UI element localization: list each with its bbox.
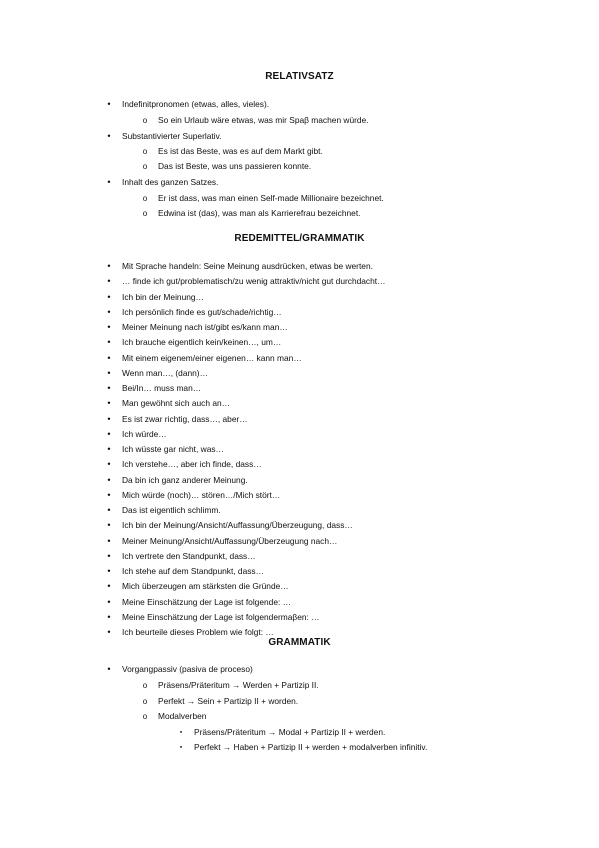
bullet-marker: • <box>107 520 111 531</box>
section-title-relativsatz: RELATIVSATZ <box>265 71 334 82</box>
list-item: Mit einem eigenem/einer eigenen… kann man… <box>122 352 302 363</box>
list-item: Indefinitpronomen (etwas, alles, vieles). <box>122 99 270 109</box>
list-item: Präsens/Präteritum → Werden + Partizip II. <box>158 680 319 690</box>
sub-bullet-marker: o <box>142 162 148 171</box>
list-item: So ein Urlaub wäre etwas, was mir Spaβ machen würde. <box>158 115 369 125</box>
bullet-marker: • <box>107 322 111 332</box>
list-item: Mich überzeugen am stärksten die Gründe… <box>122 581 289 592</box>
bullet-marker: • <box>107 550 111 561</box>
bullet-marker: • <box>107 398 111 409</box>
list-item: Das ist eigentlich schlimm. <box>122 505 221 515</box>
bullet-marker: • <box>107 489 111 500</box>
bullet-marker: • <box>107 535 111 546</box>
list-item: Da bin ich ganz anderer Meinung. <box>122 474 248 485</box>
sub-bullet-marker: o <box>142 147 148 156</box>
list-item: Mit Sprache handeln: Seine Meinung ausdrücken, etwas be werten. <box>122 261 373 271</box>
bullet-marker: • <box>107 99 111 109</box>
sub-bullet-marker: o <box>142 209 148 218</box>
list-item: Ich bin der Meinung… <box>122 291 204 302</box>
list-item: Bei/In… muss man… <box>122 383 202 393</box>
list-item: Das ist Beste, was uns passieren konnte. <box>158 161 312 171</box>
sub-bullet-marker: o <box>142 116 148 125</box>
bullet-marker: • <box>107 367 111 378</box>
sub-sub-bullet-marker: ▪ <box>179 744 183 751</box>
list-item: Meiner Meinung/Ansicht/Auffassung/Überzeugung nach… <box>122 535 338 546</box>
bullet-marker: • <box>107 413 111 424</box>
bullet-marker: • <box>107 261 111 271</box>
bullet-marker: • <box>107 664 111 674</box>
list-item: Vorgangpassiv (pasiva de proceso) <box>122 664 253 674</box>
list-item: Ich verstehe…, aber ich finde, dass… <box>122 459 262 470</box>
bullet-marker: • <box>107 474 111 485</box>
bullet-marker: • <box>107 352 111 363</box>
list-item: Man gewöhnt sich auch an… <box>122 398 231 409</box>
bullet-marker: • <box>107 596 111 607</box>
list-item: Ich vertrete den Standpunkt, dass… <box>122 550 256 561</box>
list-item: Ich stehe auf dem Standpunkt, dass… <box>122 566 264 576</box>
bullet-marker: • <box>107 291 111 302</box>
list-item: Ich brauche eigentlich kein/keinen…, um… <box>122 337 282 348</box>
list-item: Es ist zwar richtig, dass…, aber… <box>122 413 248 424</box>
list-item: Meine Einschätzung der Lage ist folgende: … <box>122 596 292 607</box>
list-item: Perfekt → Haben + Partizip II + werden + modalverben infinitiv. <box>194 742 428 752</box>
list-item: Meiner Meinung nach ist/gibt es/kann man… <box>122 322 288 332</box>
bullet-marker: • <box>107 581 111 592</box>
bullet-marker: • <box>107 131 111 141</box>
list-item: … finde ich gut/problematisch/zu wenig attraktiv/nicht gut durchdacht… <box>122 276 386 287</box>
list-item: Ich bin der Meinung/Ansicht/Auffassung/Überzeugung, dass… <box>122 520 353 531</box>
sub-bullet-marker: o <box>142 712 148 721</box>
list-item: Inhalt des ganzen Satzes. <box>122 177 219 187</box>
list-item: Ich würde… <box>122 428 167 439</box>
bullet-marker: • <box>107 177 111 187</box>
list-item: Präsens/Präteritum → Modal + Partizip II + werden. <box>194 727 386 737</box>
bullet-marker: • <box>107 505 111 515</box>
sub-bullet-marker: o <box>142 697 148 706</box>
list-item: Mich würde (noch)… stören…/Mich stört… <box>122 489 281 500</box>
bullet-marker: • <box>107 611 111 622</box>
bullet-marker: • <box>107 444 111 454</box>
sub-sub-bullet-marker: ▪ <box>179 729 183 736</box>
section-title-grammatik: GRAMMATIK <box>268 637 331 648</box>
list-item: Er ist dass, was man einen Self-made Millionaire bezeichnet. <box>158 193 384 203</box>
sub-bullet-marker: o <box>142 681 148 690</box>
list-item: Ich wüsste gar nicht, was… <box>122 444 224 454</box>
list-item: Modalverben <box>158 711 207 721</box>
sub-bullet-marker: o <box>142 194 148 203</box>
bullet-marker: • <box>107 566 111 576</box>
bullet-marker: • <box>107 276 111 287</box>
list-item: Substantivierter Superlativ. <box>122 131 222 141</box>
bullet-marker: • <box>107 306 111 317</box>
list-item: Edwina ist (das), was man als Karrierefrau bezeichnet. <box>158 208 361 218</box>
bullet-marker: • <box>107 627 111 637</box>
list-item: Es ist das Beste, was es auf dem Markt gibt. <box>158 146 323 156</box>
section-title-redemittel: REDEMITTEL/GRAMMATIK <box>234 233 365 244</box>
bullet-marker: • <box>107 459 111 470</box>
bullet-marker: • <box>107 337 111 348</box>
list-item: Ich persönlich finde es gut/schade/richtig… <box>122 306 282 317</box>
bullet-marker: • <box>107 428 111 439</box>
list-item: Perfekt → Sein + Partizip II + worden. <box>158 696 299 706</box>
list-item: Meine Einschätzung der Lage ist folgendermaβen: … <box>122 611 320 622</box>
bullet-marker: • <box>107 383 111 393</box>
list-item: Wenn man…, (dann)… <box>122 367 208 378</box>
list-item: Ich beurteile dieses Problem wie folgt: … <box>122 627 274 637</box>
